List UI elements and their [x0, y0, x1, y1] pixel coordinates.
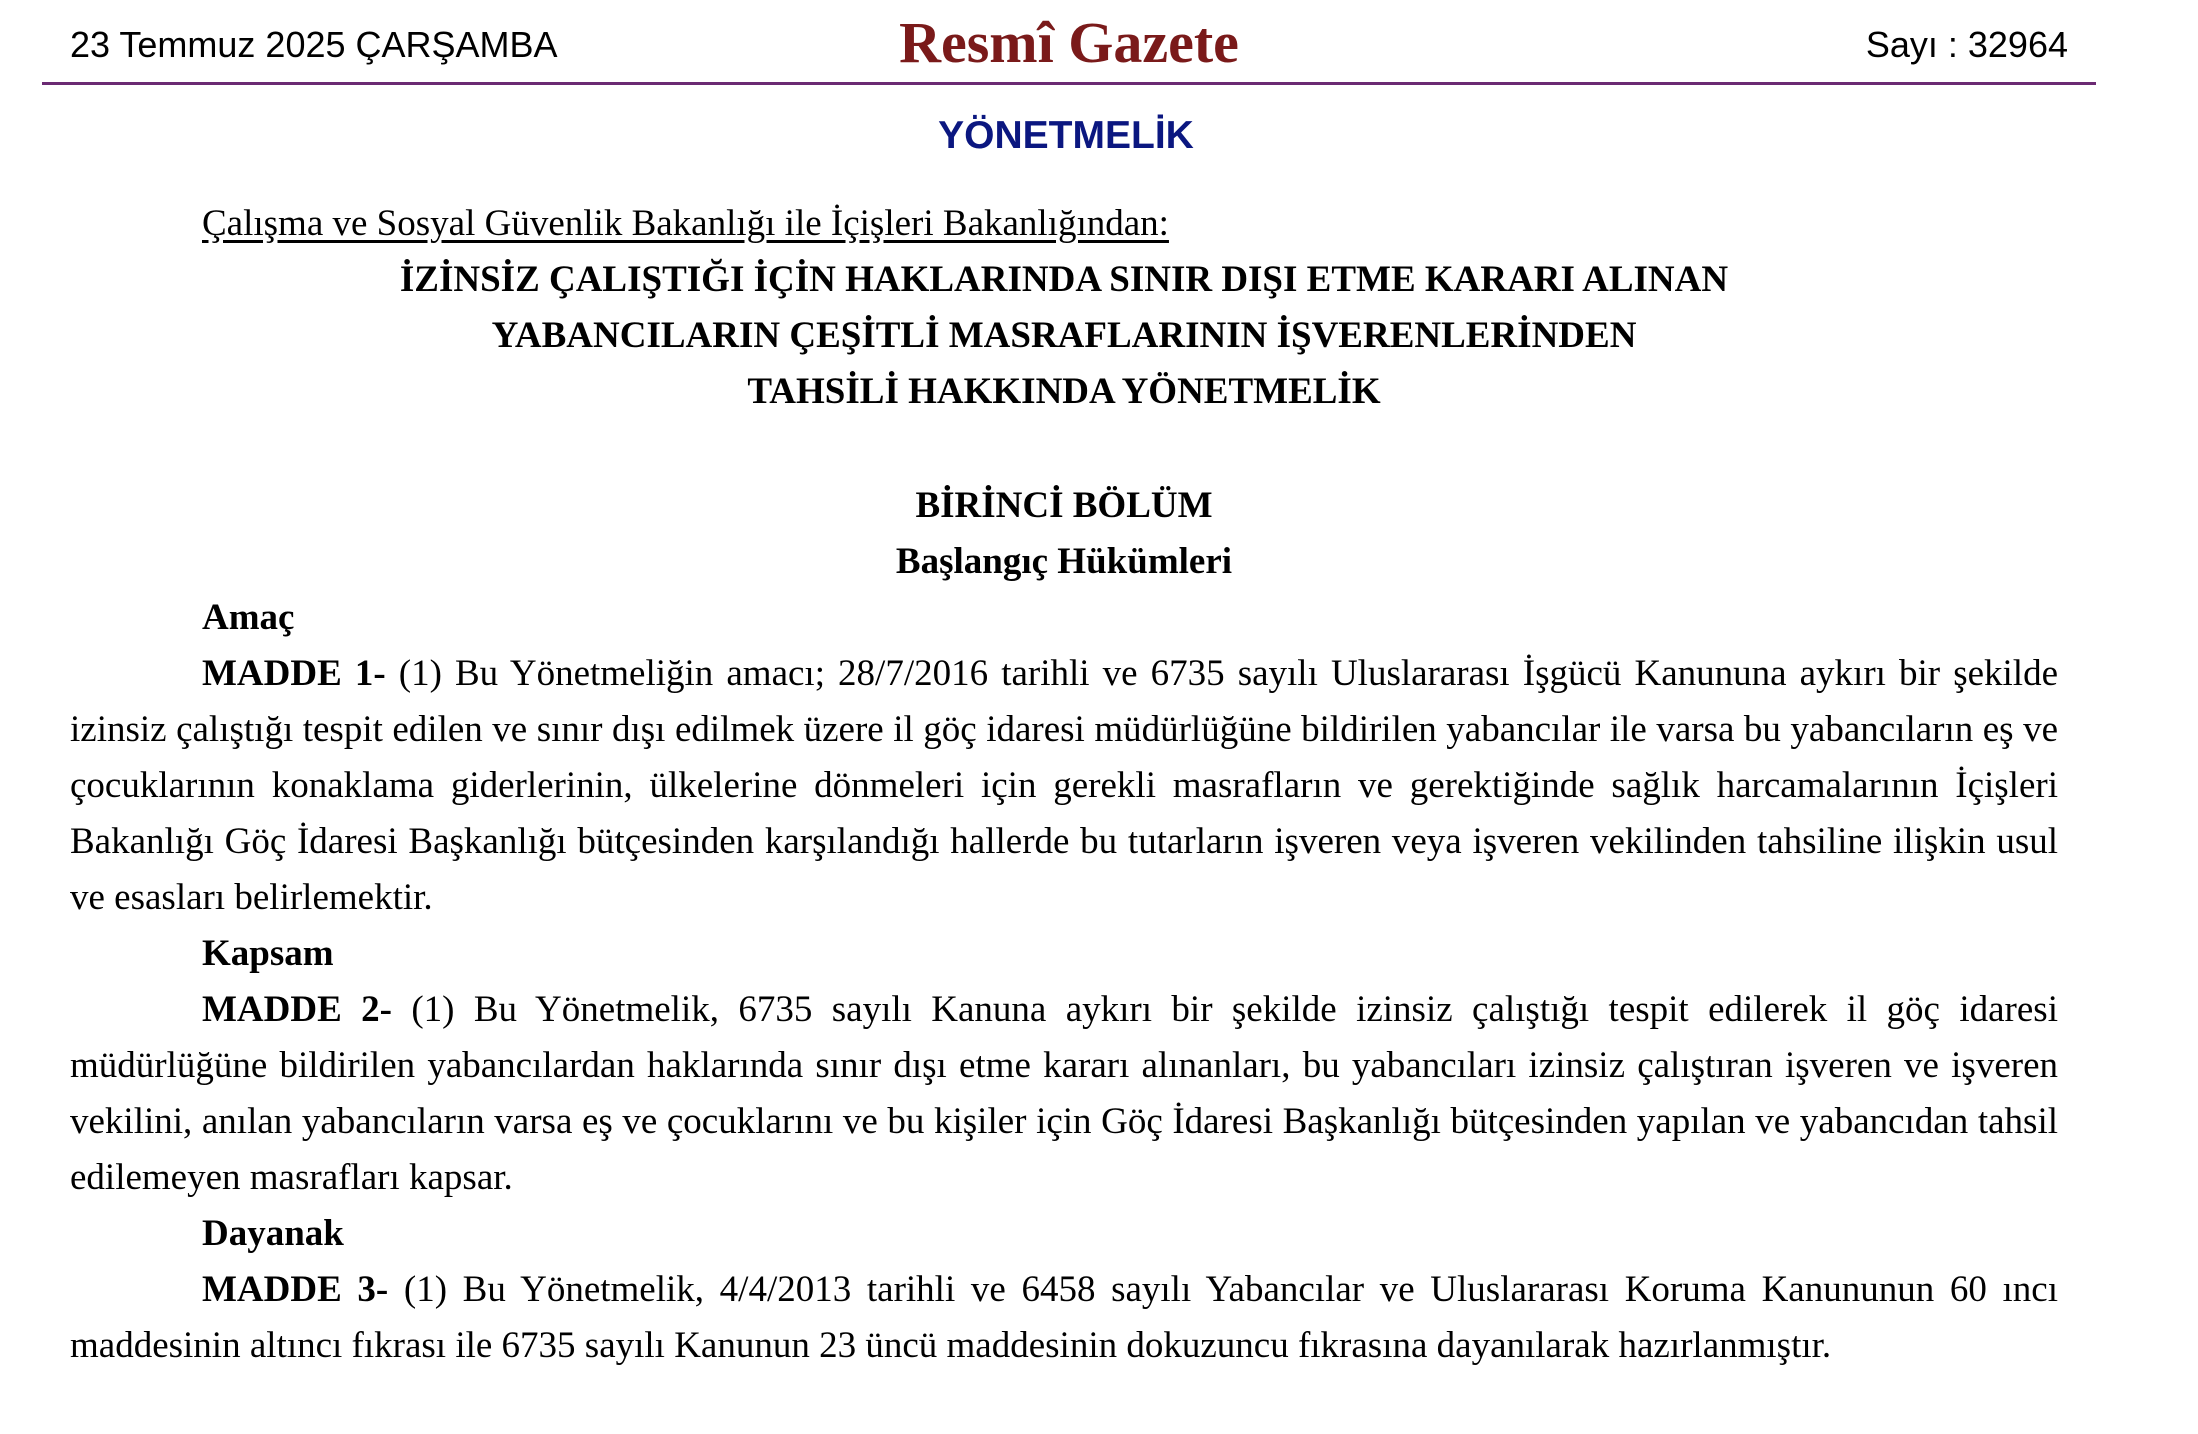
article-heading: Amaç — [202, 597, 295, 638]
regulation-title-line: YABANCILARIN ÇEŞİTLİ MASRAFLARININ İŞVERENLERİNDEN — [491, 315, 1637, 356]
article-heading: Dayanak — [202, 1213, 344, 1254]
article-label: MADDE 2- — [202, 989, 392, 1030]
publication-date: 23 Temmuz 2025 ÇARŞAMBA — [70, 24, 558, 65]
article-label: MADDE 3- — [202, 1269, 389, 1310]
article-paragraph — [70, 1262, 2058, 1374]
masthead — [42, 0, 2096, 86]
regulation-title — [70, 252, 2058, 420]
article-text: (1) Bu Yönetmelik, 6735 sayılı Kanuna aykırı bir şekilde izinsiz çalıştığı tespit edilerek il göç idaresi müdürlüğüne bildirilen yabancılardan haklarında sınır dışı etme kararı alınanları, bu yabancıları izinsiz çalıştıran işveren ve işveren vekilini, anılan yabancıların varsa eş ve çocuklarını ve bu kişiler için Göç İdaresi Başkanlığı bütçesinden yapılan ve yabancıdan tahsil edilemeyen masrafları kapsar. — [70, 989, 2058, 1198]
chapter-number: BİRİNCİ BÖLÜM — [915, 485, 1213, 526]
article-heading: Kapsam — [202, 933, 334, 974]
issue-number: Sayı : 32964 — [1865, 24, 2068, 65]
article-text: (1) Bu Yönetmelik, 4/4/2013 tarihli ve 6458 sayılı Yabancılar ve Uluslararası Koruma Kanununun 60 ıncı maddesinin altıncı fıkrası ile 6735 sayılı Kanunun 23 üncü maddesinin dokuzuncu fıkrasına dayanılarak hazırlanmıştır. — [70, 1269, 2058, 1366]
regulation-title-line: İZİNSİZ ÇALIŞTIĞI İÇİN HAKLARINDA SINIR DIŞI ETME KARARI ALINAN — [399, 259, 1729, 300]
document-body — [70, 196, 2058, 1374]
article — [70, 926, 2058, 1206]
article-paragraph — [70, 982, 2058, 1206]
issuing-authority: Çalışma ve Sosyal Güvenlik Bakanlığı ile İçişleri Bakanlığından: — [202, 203, 1169, 244]
spacer — [70, 420, 2058, 478]
gazette-title: Resmî Gazete — [899, 10, 1239, 75]
article-text: (1) Bu Yönetmeliğin amacı; 28/7/2016 tarihli ve 6735 sayılı Uluslararası İşgücü Kanununa aykırı bir şekilde izinsiz çalıştığı tespit edilen ve sınır dışı edilmek üzere il göç idaresi müdürlüğüne bildirilen yabancılar ile varsa bu yabancıların eş ve çocuklarının konaklama giderlerinin, ülkelerine dönmeleri için gerekli masrafların ve gerektiğinde sağlık harcamalarının İçişleri Bakanlığı Göç İdaresi Başkanlığı bütçesinden karşılandığı hallerde bu tutarların işveren veya işveren vekilinden tahsiline ilişkin usul ve esasları belirlemektir. — [70, 653, 2058, 918]
article — [70, 1206, 2058, 1374]
section-label: YÖNETMELİK — [938, 114, 1194, 157]
masthead-divider — [42, 82, 2096, 85]
article-paragraph — [70, 646, 2058, 926]
chapter-name: Başlangıç Hükümleri — [895, 541, 1233, 582]
article-label: MADDE 1- — [202, 653, 386, 694]
regulation-title-line: TAHSİLİ HAKKINDA YÖNETMELİK — [747, 371, 1381, 412]
article — [70, 590, 2058, 926]
